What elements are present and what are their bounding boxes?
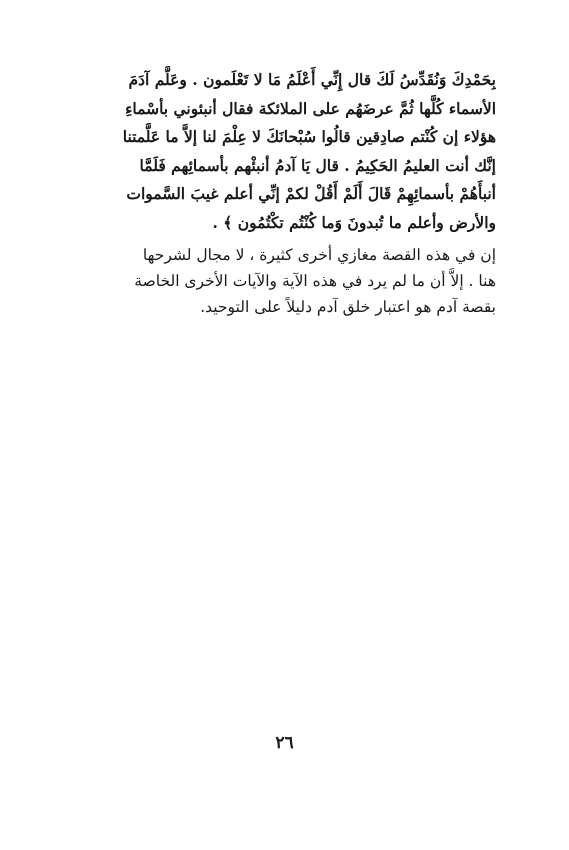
quran-verse-block [88,66,496,237]
page-number: ٢٦ [275,733,294,753]
commentary-paragraph [88,242,496,320]
verse-line: إنَّك أنت العليمُ الحَكِيمُ . قال يَا آدمُ أنبئْهم بأسمائِهم فَلَمَّا [139,155,496,175]
verse-line: أنبأَهُمْ بأسمائِهِمْ قَالَ أَلَمْ أَقُلْ لكمْ إنِّي أعلم غيبَ السَّموات [126,184,496,203]
commentary-line: بقصة آدم هو اعتبار خلق آدم دليلاً على التوحيد. [200,298,496,316]
verse-line: والأرض وأعلم ما تُبدونَ وَما كُنْتُم تكْتُمُون ﴾ . [212,212,496,232]
verse-line: الأسماء كُلَّها ثُمَّ عرضَهُم على الملائكة فقال أنبئوني بأسْماءِ [125,98,496,118]
commentary-line: هنا . إلاَّ أن ما لم يرد في هذه الآية والآيات الأخرى الخاصة [134,272,496,290]
verse-line: بِحَمْدِكَ وَنُقَدِّسُ لَكَ قال إِنِّي أَعْلَمُ مَا لا تَعْلَمون . وعَلَّم آدَمَ [128,70,496,89]
commentary-line: إن في هذه القصة مغازي أخرى كثيرة ، لا مجال لشرحها [142,246,496,264]
verse-line: هؤلاء إن كُنْتم صادِقين قالُوا سُبْحانَكَ لا عِلْمَ لنا إلاَّ ما عَلَّمتنا [122,127,496,146]
